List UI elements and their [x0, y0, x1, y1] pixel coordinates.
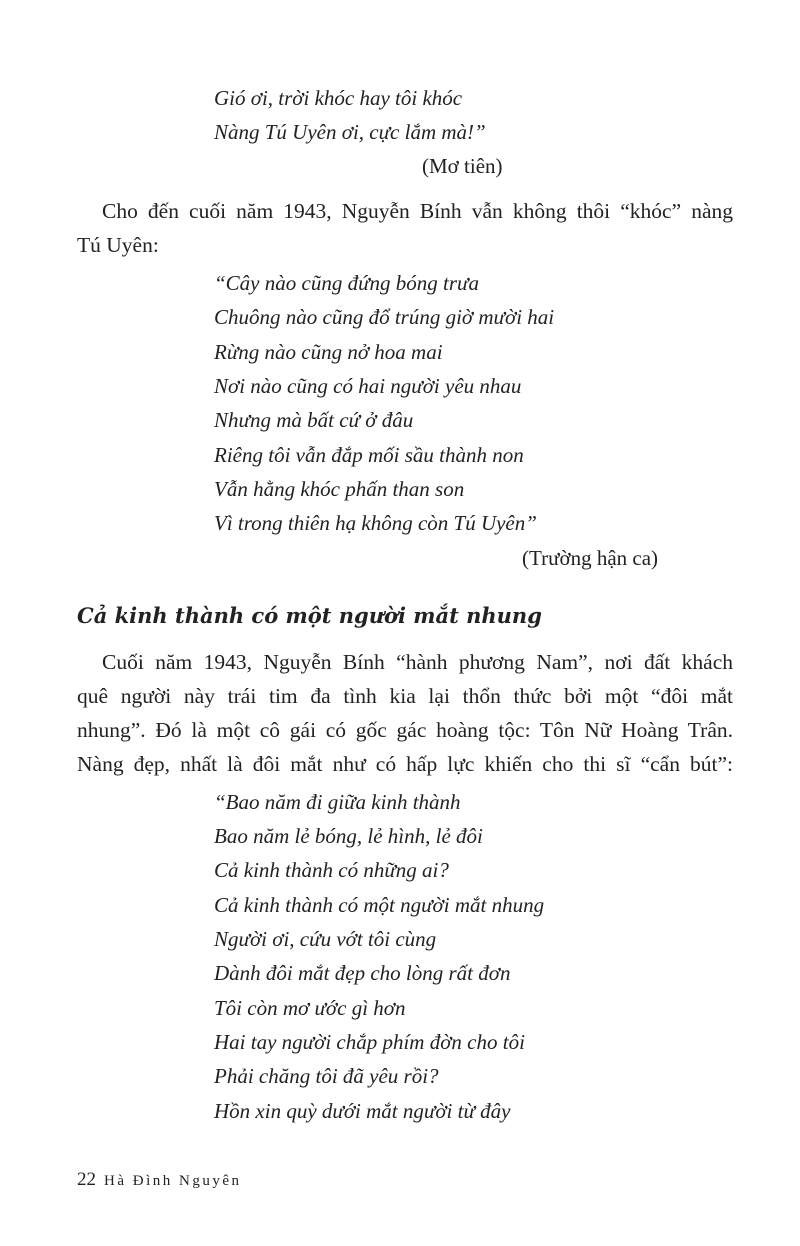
paragraph-line: Tú Uyên: [77, 233, 159, 257]
poem-line: Cả kinh thành có những ai? [214, 858, 449, 882]
paragraph-line: Cho đến cuối năm 1943, Nguyễn Bính vẫn không thôi “khóc” nàng [102, 199, 733, 223]
poem-line: Rừng nào cũng nở hoa mai [214, 340, 443, 364]
poem-line: Phải chăng tôi đã yêu rồi? [214, 1064, 439, 1088]
paragraph-line: quê người này trái tim đa tình kia lại thổn thức bởi một “đôi mắt [77, 684, 733, 708]
poem-line: “Bao năm đi giữa kinh thành [214, 790, 461, 814]
paragraph-line: Cuối năm 1943, Nguyễn Bính “hành phương Nam”, nơi đất khách [102, 650, 733, 674]
poem-line: Hai tay người chắp phím đờn cho tôi [214, 1030, 525, 1054]
poem-source: (Trường hận ca) [522, 546, 659, 570]
poem-source: (Mơ tiên) [422, 154, 503, 178]
poem-line: Người ơi, cứu vớt tôi cùng [214, 927, 437, 951]
paragraph-line: Nàng đẹp, nhất là đôi mắt như có hấp lực khiến cho thi sĩ “cẩn bút”: [77, 752, 733, 776]
poem-line: “Cây nào cũng đứng bóng trưa [214, 271, 479, 295]
poem-line: Bao năm lẻ bóng, lẻ hình, lẻ đôi [214, 824, 483, 848]
author-name: Hà Đình Nguyên [104, 1173, 242, 1189]
poem-line: Nơi nào cũng có hai người yêu nhau [214, 374, 522, 398]
poem-line: Riêng tôi vẫn đắp mối sầu thành non [214, 443, 524, 467]
poem-line: Vì trong thiên hạ không còn Tú Uyên” [214, 511, 537, 535]
poem-line: Chuông nào cũng đổ trúng giờ mười hai [214, 305, 555, 329]
poem-line: Dành đôi mắt đẹp cho lòng rất đơn [214, 961, 511, 985]
poem-line: Cả kinh thành có một người mắt nhung [214, 893, 545, 917]
poem-line: Nàng Tú Uyên ơi, cực lắm mà!” [214, 120, 486, 144]
paragraph-line: nhung”. Đó là một cô gái có gốc gác hoàng tộc: Tôn Nữ Hoàng Trân. [77, 718, 733, 742]
poem-line: Gió ơi, trời khóc hay tôi khóc [214, 86, 463, 110]
page-number: 22 [77, 1169, 96, 1190]
section-heading: Cả kinh thành có một người mắt nhung [77, 603, 542, 628]
poem-line: Hồn xin quỳ dưới mắt người từ đây [214, 1099, 511, 1123]
page-footer [77, 1168, 241, 1193]
poem-line: Nhưng mà bất cứ ở đâu [214, 408, 414, 432]
poem-line: Vẫn hằng khóc phấn than son [214, 477, 465, 501]
poem-line: Tôi còn mơ ước gì hơn [214, 996, 406, 1020]
